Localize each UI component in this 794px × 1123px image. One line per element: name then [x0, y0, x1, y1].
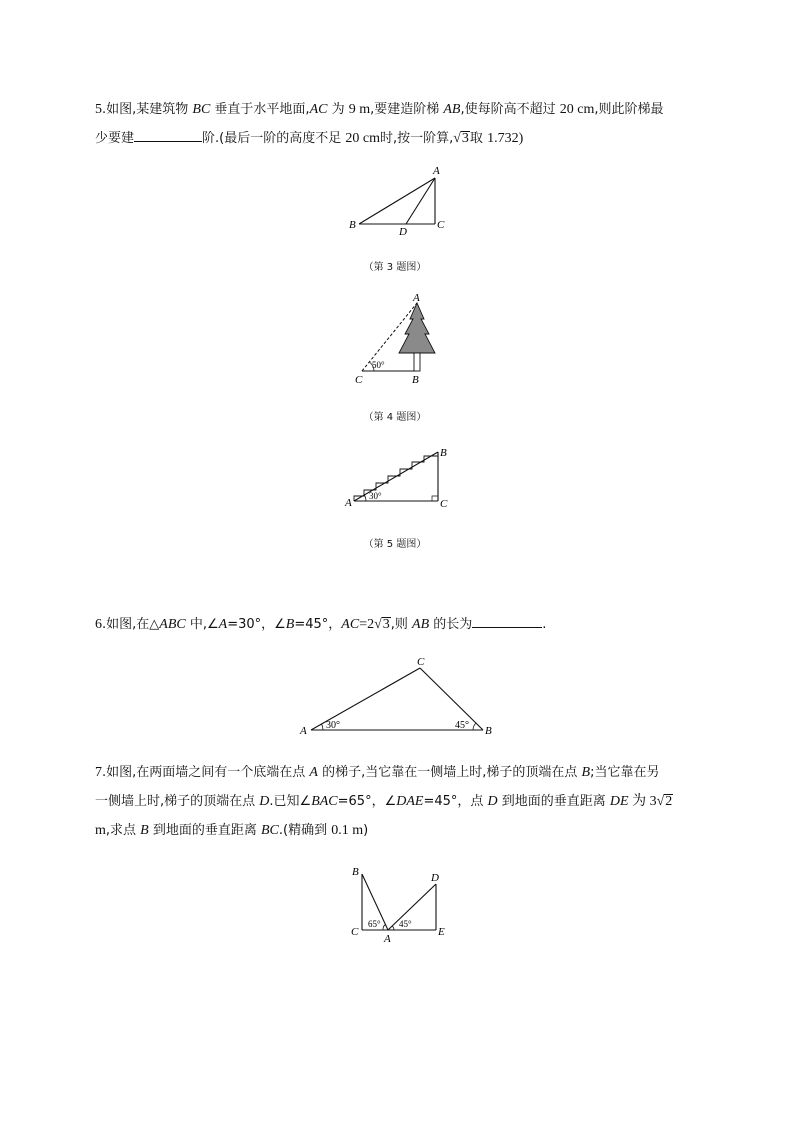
label-e: E	[438, 926, 445, 938]
label-a: A	[433, 165, 440, 177]
label-b: B	[349, 219, 356, 231]
caption-fig5: （第 5 题图）	[363, 539, 427, 550]
label-c: C	[440, 498, 448, 510]
tree-icon	[399, 303, 435, 353]
label-d: D	[399, 226, 407, 238]
label-b: B	[352, 866, 359, 878]
label-b: B	[440, 447, 447, 459]
answer-blank-q5[interactable]	[134, 128, 202, 142]
figure-4	[350, 289, 450, 389]
label-a: A	[413, 292, 420, 304]
label-d: D	[431, 872, 439, 884]
text-segment: AB	[443, 102, 461, 117]
caption-fig3: （第 3 题图）	[363, 262, 427, 273]
text-segment: 的梯子,当它靠在一侧墙上时,梯子的顶端在点	[317, 765, 582, 780]
right-angle-mark	[432, 496, 438, 501]
text-segment: ,使每阶高不超过	[460, 102, 560, 117]
text-segment: A	[309, 765, 318, 780]
text-segment: ,则此阶梯最	[594, 102, 664, 117]
q7-line3: m,求点 B 到地面的垂直距离 BC.(精确到 0.1 m)	[95, 823, 369, 838]
text-segment: ;当它靠在另	[590, 765, 660, 780]
sqrt-3: √3	[453, 131, 469, 146]
caption-fig4: （第 4 题图）	[363, 412, 427, 423]
ladder-ad	[388, 884, 436, 930]
text-segment: 20 cm	[559, 102, 595, 117]
label-a: A	[384, 933, 391, 945]
text-segment: 为	[327, 102, 349, 117]
text-segment: 7	[95, 765, 102, 780]
segment-ab	[359, 178, 435, 224]
q7-line1	[95, 764, 659, 782]
sqrt-2: √2	[656, 794, 673, 809]
text-segment: .如图,某建筑物	[102, 102, 193, 117]
text-segment: BC	[192, 102, 211, 117]
text-segment: 垂直于水平地面,	[210, 102, 310, 117]
text-segment: B	[581, 765, 591, 780]
text-segment: ,要建造阶梯	[370, 102, 444, 117]
text-segment: .如图,在两面墙之间有一个底端在点	[102, 765, 310, 780]
label-b: B	[412, 374, 419, 386]
text-segment: 5	[95, 102, 102, 117]
label-c: C	[351, 926, 359, 938]
label-a: A	[345, 497, 352, 509]
figure-7	[343, 860, 453, 945]
slope-ab	[354, 452, 438, 501]
q7-line2: 一侧墙上时,梯子的顶端在点 D.已知∠BAC=65°，∠DAE=45°，点 D 到地面的垂直距离 DE 为 3√2	[95, 794, 673, 809]
angle-30: 30°	[369, 491, 382, 501]
angle-45: 45°	[399, 919, 412, 929]
angle-45: 45°	[455, 720, 469, 731]
answer-blank-q6[interactable]	[472, 614, 542, 628]
label-b: B	[485, 725, 492, 737]
label-c: C	[355, 374, 363, 386]
figure-5	[340, 444, 460, 514]
text-segment: AC	[309, 102, 328, 117]
label-c: C	[417, 656, 425, 668]
segment-ad	[406, 178, 435, 224]
figure-6	[295, 654, 505, 739]
segment-bc	[420, 668, 483, 730]
label-a: A	[300, 725, 307, 737]
angle-65: 65°	[368, 919, 381, 929]
angle-50: 50°	[372, 360, 385, 370]
label-c: C	[437, 219, 445, 231]
q5-line2: 少要建 阶.(最后一阶的高度不足 20 cm时,按一阶算,√3取 1.732)	[95, 128, 523, 148]
figure-3	[345, 163, 455, 238]
q5-line1	[95, 101, 664, 119]
q6-line: 6.如图,在△ABC 中,∠A=30°，∠B=45°，AC=2√3,则 AB 的长为 .	[95, 614, 546, 634]
tree-trunk	[414, 353, 420, 371]
angle-30: 30°	[326, 720, 340, 731]
sqrt-3: √3	[374, 617, 390, 632]
text-segment: 9 m	[348, 102, 371, 117]
